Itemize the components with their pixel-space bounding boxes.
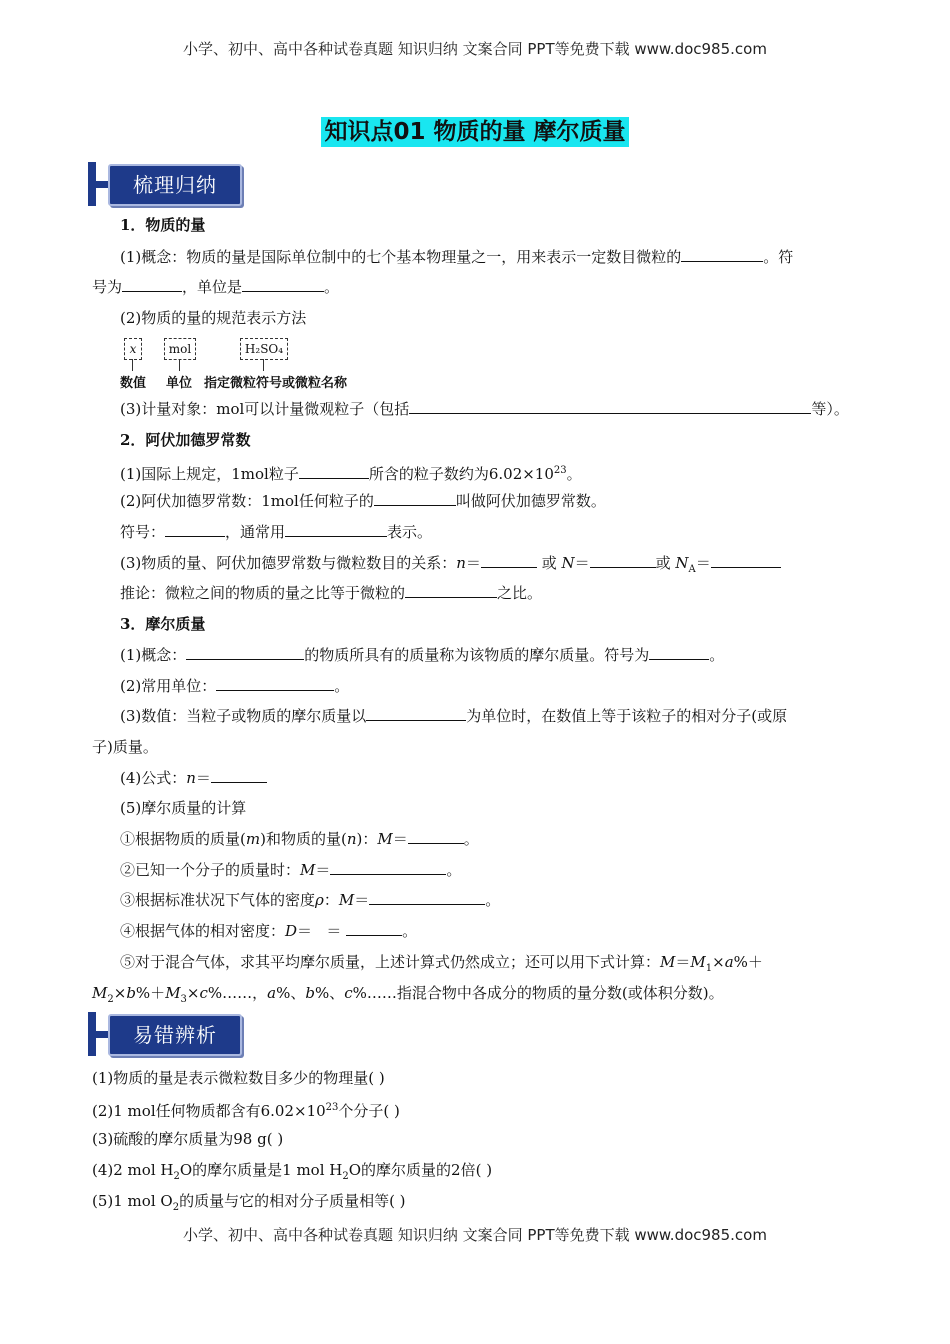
s3-line11: $M_2\times b\%+M_3\times c\%\dots\dots$，a%、b%、c%……指混合物中各成分的物质的量分数(或体积分数)。 <box>92 984 724 1005</box>
diagram-label-particle: 指定微粒符号或微粒名称 <box>204 376 348 391</box>
s1-line4: (3)计量对象：mol可以计量微观粒子（包括 等）。 <box>120 400 849 418</box>
badge-label: 易错辨析 <box>108 1014 242 1056</box>
page-title: 知识点01 物质的量 摩尔质量 <box>0 113 950 146</box>
diagram-box-unit: mol <box>164 338 196 360</box>
page-footer: 小学、初中、高中各种试卷真题 知识归纳 文案合同 PPT等免费下载 www.doc985.com <box>183 1226 767 1244</box>
diagram-label-unit: 单位 <box>166 376 193 391</box>
s3-line3-cont: 子)质量。 <box>92 738 158 756</box>
error-item-2: (2)1 mol任何物质都含有$6.02\times 10^{23}$个分子( ) <box>92 1102 400 1120</box>
heading-s2: 2．阿伏加德罗常数 <box>120 431 251 449</box>
heading-s3: 3．摩尔质量 <box>120 615 206 633</box>
heading-s1: 1．物质的量 <box>120 216 206 234</box>
s2-line1: (1)国际上规定，1mol粒子 所含的粒子数约为$6.02\times 10^{23}$。 <box>120 465 582 483</box>
notation-diagram <box>120 338 420 391</box>
s3-line3: (3)数值：当粒子或物质的摩尔质量以 为单位时，在数值上等于该粒子的相对分子(或原 <box>120 707 788 725</box>
s2-line3: 符号： ，通常用 表示。 <box>120 523 433 541</box>
s3-line2: (2)常用单位： 。 <box>120 677 350 695</box>
error-item-3: (3)硫酸的摩尔质量为98 g( ) <box>92 1130 284 1148</box>
page-header: 小学、初中、高中各种试卷真题 知识归纳 文案合同 PPT等免费下载 www.doc985.com <box>183 40 767 58</box>
s2-line4: (3)物质的量、阿伏加德罗常数与微粒数目的关系：n＝ 或 N＝ 或 $N_A=$ <box>120 552 900 581</box>
s3-line7: ②已知一个分子的质量时：M＝ 。 <box>120 861 462 879</box>
s1-line1: (1)概念：物质的量是国际单位制中的七个基本物理量之一，用来表示一定数目微粒的 。符 <box>120 248 794 266</box>
diagram-label-value: 数值 <box>120 376 147 391</box>
diagram-box-value: x <box>124 338 142 360</box>
s2-line5: 推论：微粒之间的物质的量之比等于微粒的 之比。 <box>120 584 543 602</box>
s2-line2: (2)阿伏加德罗常数：1mol任何粒子的 叫做阿伏加德罗常数。 <box>120 492 606 510</box>
s3-line8: ③根据标准状况下气体的密度ρ：M＝ 。 <box>120 891 501 909</box>
section-badge-summary <box>88 162 244 208</box>
s1-line2: 号为 ，单位是 。 <box>92 278 340 296</box>
error-item-4: (4)2 mol $H_2O$的摩尔质量是1 mol $H_2O$的摩尔质量的2倍( ) <box>92 1161 493 1182</box>
s3-line6: ①根据物质的质量(m)和物质的量(n)：M＝ 。 <box>120 830 479 848</box>
error-item-5: (5)1 mol $O_2$的质量与它的相对分子质量相等( ) <box>92 1192 406 1213</box>
s3-line1: (1)概念： 的物质所具有的质量称为该物质的摩尔质量。符号为 。 <box>120 646 725 664</box>
diagram-box-particle: H₂SO₄ <box>240 338 288 360</box>
s3-line9: ④根据气体的相对密度：D＝ ＝ 。 <box>120 922 418 940</box>
section-badge-errors <box>88 1012 244 1058</box>
s3-line4: (4)公式：n＝ <box>120 767 900 789</box>
error-item-1: (1)物质的量是表示微粒数目多少的物理量( ) <box>92 1069 385 1087</box>
s1-line3: (2)物质的量的规范表示方法 <box>120 309 307 327</box>
s3-line10: ⑤对于混合气体，求其平均摩尔质量，上述计算式仍然成立；还可以用下式计算：$M=M_1\times a\%+$ <box>120 953 763 974</box>
s3-line5: (5)摩尔质量的计算 <box>120 799 247 817</box>
badge-label: 梳理归纳 <box>108 164 242 206</box>
